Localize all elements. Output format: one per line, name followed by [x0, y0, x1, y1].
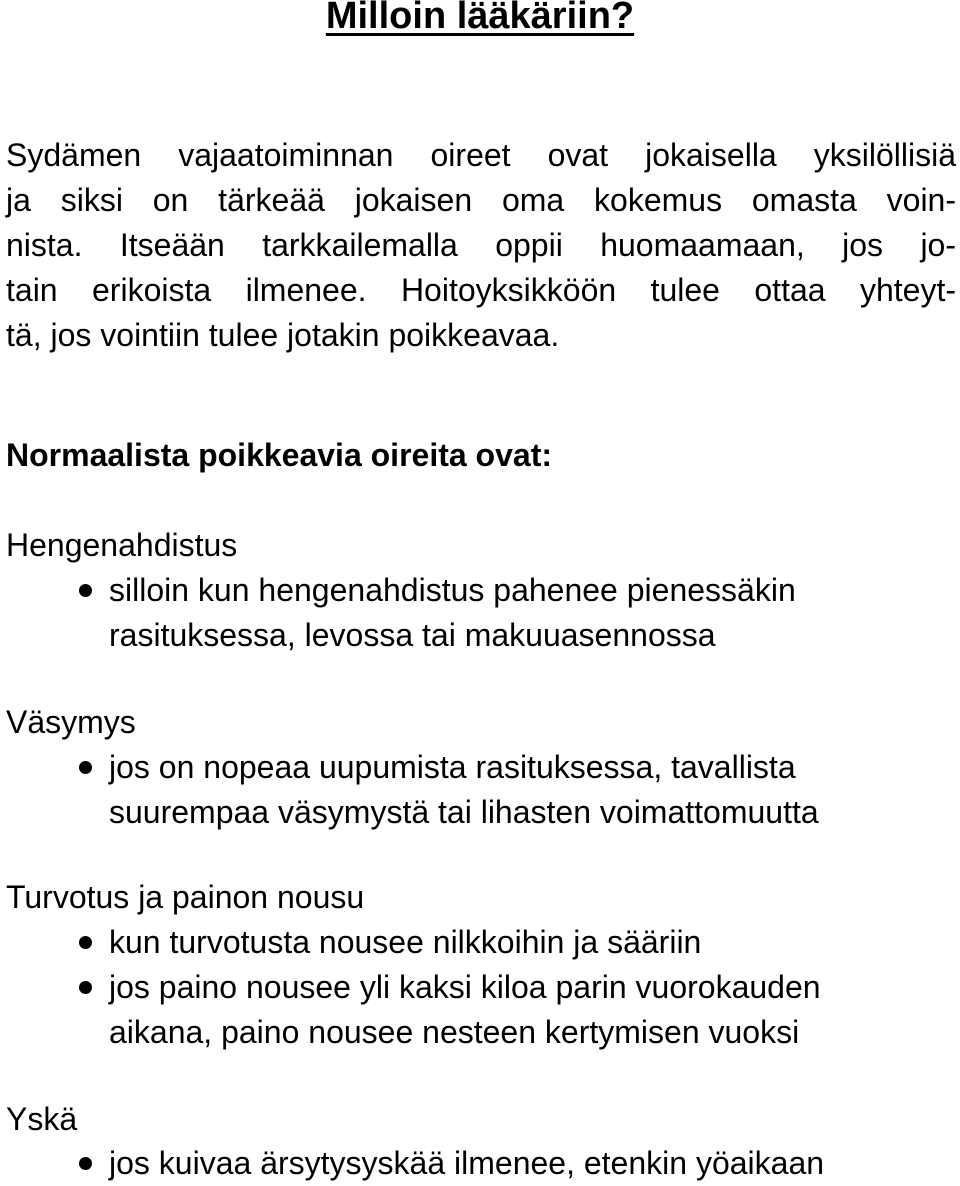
intro-line: tä, jos vointiin tulee jotakin poikkeavaa. [6, 317, 560, 353]
list-item [0, 965, 960, 1055]
bullet-line: jos paino nousee yli kaksi kiloa parin vuorokauden [109, 969, 821, 1005]
bullet-line: rasituksessa, levossa tai makuuasennossa [109, 617, 716, 653]
symptom-heading-turvotus: Turvotus ja painon nousu [6, 879, 365, 915]
list-item [0, 568, 960, 658]
list-item [0, 745, 960, 835]
bullet-icon [79, 761, 92, 774]
symptom-list-yska [0, 1141, 960, 1186]
intro-line: nista. Itseään tarkkailemalla oppii huomaamaan, jos jo- [6, 227, 956, 263]
symptom-heading-hengenahdistus: Hengenahdistus [6, 527, 238, 563]
bullet-icon [79, 981, 92, 994]
symptom-heading-yska: Yskä [6, 1101, 78, 1137]
bullet-line: suurempaa väsymystä tai lihasten voimattomuutta [109, 794, 819, 830]
bullet-icon [79, 1157, 92, 1170]
symptom-list-vasymys [0, 745, 960, 835]
section-heading: Normaalista poikkeavia oireita ovat: [6, 437, 552, 473]
bullet-line: silloin kun hengenahdistus pahenee pienessäkin [109, 572, 796, 608]
intro-line: ja siksi on tärkeää jokaisen oma kokemus omasta voin- [6, 182, 956, 218]
list-item [0, 1141, 960, 1186]
symptom-list-turvotus [0, 920, 960, 1055]
intro-line: Sydämen vajaatoiminnan oireet ovat jokaisella yksilöllisiä [6, 137, 956, 173]
bullet-line: kun turvotusta nousee nilkkoihin ja sääriin [109, 924, 702, 960]
symptom-list-hengenahdistus [0, 568, 960, 658]
bullet-icon [79, 936, 92, 949]
list-item [0, 920, 960, 965]
intro-paragraph [6, 133, 956, 358]
intro-line: tain erikoista ilmenee. Hoitoyksikköön tulee ottaa yhteyt- [6, 272, 956, 308]
bullet-icon [79, 584, 92, 597]
symptom-heading-vasymys: Väsymys [6, 704, 136, 740]
bullet-line: aikana, paino nousee nesteen kertymisen vuoksi [109, 1014, 800, 1050]
bullet-line: jos kuivaa ärsytysyskää ilmenee, etenkin yöaikaan [109, 1145, 825, 1181]
page-title: Milloin lääkäriin? [325, 0, 635, 37]
bullet-line: jos on nopeaa uupumista rasituksessa, tavallista [109, 749, 796, 785]
